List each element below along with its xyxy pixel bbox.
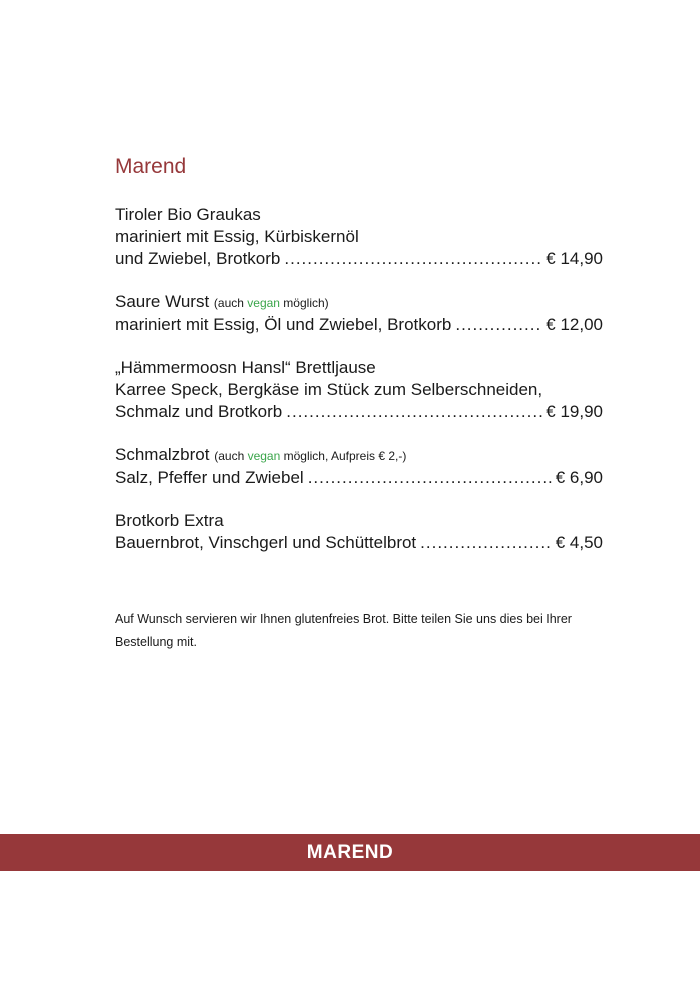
gluten-free-note: Auf Wunsch servieren wir Ihnen glutenfreies Brot. Bitte teilen Sie uns dies bei Ihrer Bestellung mit.	[115, 612, 572, 649]
note-text: (auch	[214, 449, 248, 463]
item-note	[214, 449, 406, 463]
vegan-label: vegan	[247, 296, 280, 310]
note-text: (auch	[213, 296, 248, 310]
item-name: Saure Wurst	[115, 292, 210, 311]
item-description: Salz, Pfeffer und Zwiebel	[115, 468, 304, 487]
menu-item-graukas	[115, 204, 603, 270]
item-title-line	[115, 291, 603, 314]
item-name: Brotkorb Extra	[115, 511, 224, 530]
item-note	[214, 296, 329, 310]
footer-label: MAREND	[306, 841, 394, 863]
item-description: mariniert mit Essig, Kürbiskernöl	[115, 227, 359, 246]
item-description: Schmalz und Brotkorb	[115, 402, 283, 421]
item-name: „Hämmermoosn Hansl“ Brettljause	[115, 358, 376, 377]
menu-item-schmalzbrot	[115, 444, 603, 489]
item-price-line	[115, 401, 603, 423]
page-title: Marend	[115, 155, 187, 178]
menu-item-brotkorb-extra	[115, 510, 603, 554]
menu-item-brettljause	[115, 357, 603, 423]
item-description: Bauernbrot, Vinschgerl und Schüttelbrot	[115, 533, 417, 552]
item-price: € 12,00	[546, 315, 603, 334]
item-description: mariniert mit Essig, Öl und Zwiebel, Brotkorb	[115, 315, 452, 334]
item-price: € 19,90	[546, 402, 603, 421]
dot-leader	[308, 467, 552, 489]
menu-list	[115, 204, 603, 575]
vegan-label: vegan	[247, 449, 281, 463]
item-price-line	[115, 314, 603, 336]
item-name: Schmalzbrot	[115, 445, 210, 464]
note-text: möglich)	[279, 296, 329, 310]
item-price: € 6,90	[555, 468, 603, 487]
item-price: € 4,50	[555, 533, 603, 552]
item-name: Tiroler Bio Graukas	[115, 205, 261, 224]
item-price: € 14,90	[546, 249, 603, 268]
note-text: möglich, Aufpreis € 2,-)	[280, 449, 407, 463]
dot-leader	[455, 314, 542, 336]
item-price-line	[115, 248, 603, 270]
item-price-line	[115, 467, 603, 489]
item-description: und Zwiebel, Brotkorb	[115, 249, 281, 268]
item-price-line	[115, 532, 603, 554]
dot-leader	[286, 401, 542, 423]
dot-leader	[420, 532, 552, 554]
menu-item-saure-wurst	[115, 291, 603, 336]
footer-band	[0, 834, 700, 871]
item-title-line	[115, 444, 603, 467]
item-description: Karree Speck, Bergkäse im Stück zum Selberschneiden,	[115, 380, 543, 399]
dot-leader	[284, 248, 542, 270]
